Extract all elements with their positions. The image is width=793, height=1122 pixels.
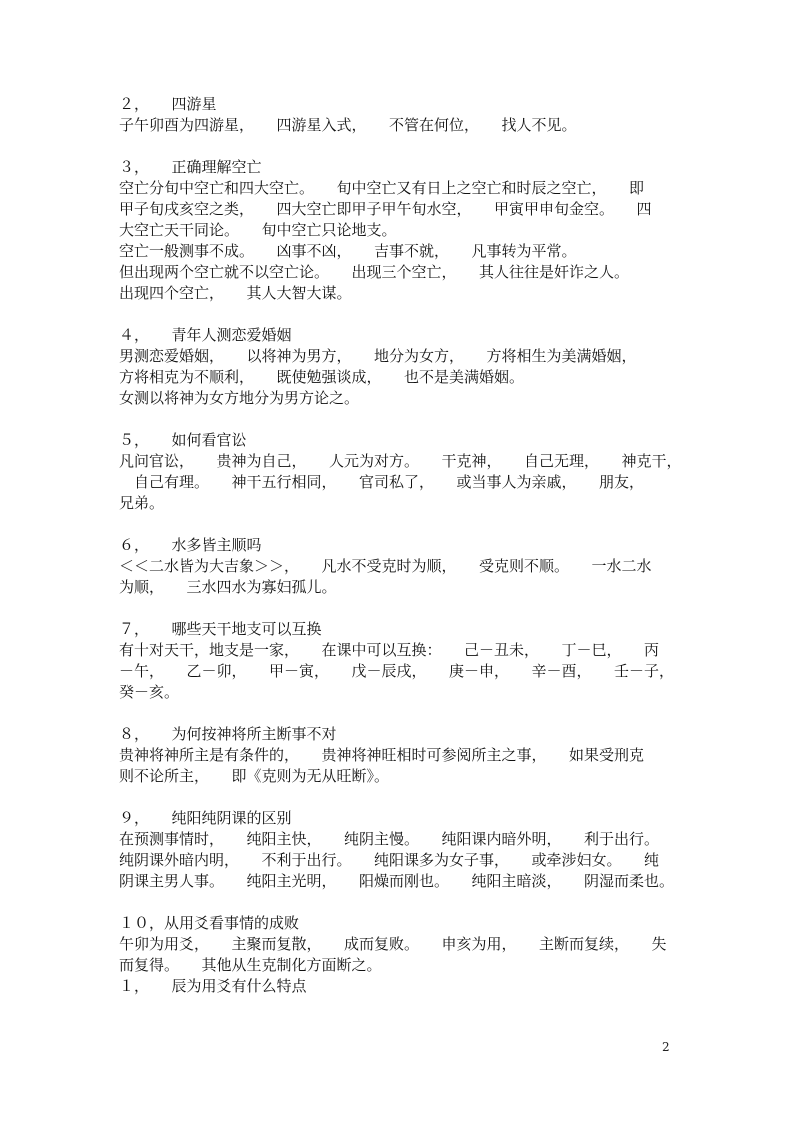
paragraph-line: 有十对天干，地支是一家， 在课中可以互换： 己－丑未， 丁－巳， 丙 <box>119 641 660 659</box>
section-heading: １， 辰为用爻有什么特点 <box>119 977 307 995</box>
section-stems-branches-swap <box>119 619 679 703</box>
section-void-emptiness <box>119 157 679 304</box>
paragraph-line: 癸－亥。 <box>119 683 180 701</box>
section-heading: １０，从用爻看事情的成败 <box>119 914 300 932</box>
paragraph-line: 而复得。 其他从生克制化方面断之。 <box>119 956 382 974</box>
section-heading: ８， 为何按神将所主断事不对 <box>119 725 337 743</box>
paragraph-line: 子午卯酉为四游星， 四游星入式， 不管在何位， 找人不见。 <box>119 116 577 134</box>
paragraph-line: 午卯为用爻， 主聚而复散， 成而复败。 申亥为用， 主断而复续， 失 <box>119 935 667 953</box>
paragraph-line: 为顺， 三水四水为寡妇孤儿。 <box>119 578 337 596</box>
section-use-line-success <box>119 913 679 976</box>
section-pure-yin-yang <box>119 808 679 892</box>
section-lawsuits <box>119 430 682 514</box>
document-body <box>119 94 682 997</box>
paragraph-line: 自己有理。 神干五行相同， 官司私了， 或当事人为亲戚， 朋友， <box>119 473 645 491</box>
paragraph-line: 大空亡天干同论。 旬中空亡只论地支。 <box>119 221 397 239</box>
section-heading: ７， 哪些天干地支可以互换 <box>119 620 322 638</box>
section-heading: ３， 正确理解空亡 <box>119 158 262 176</box>
section-heading: ９， 纯阳纯阴课的区别 <box>119 809 292 827</box>
section-youth-marriage <box>119 325 679 409</box>
paragraph-line: 空亡分旬中空亡和四大空亡。 旬中空亡又有日上之空亡和时辰之空亡， 即 <box>119 179 645 197</box>
paragraph-line: 男测恋爱婚姻， 以将神为男方， 地分为女方， 方将相生为美满婚姻， <box>119 347 637 365</box>
paragraph-line: 出现四个空亡， 其人大智大谋。 <box>119 284 352 302</box>
section-heading: ４， 青年人测恋爱婚姻 <box>119 326 292 344</box>
paragraph-line: ＜＜二水皆为大吉象＞＞， 凡水不受克时为顺， 受克则不顺。 一水二水 <box>119 557 652 575</box>
page-number: 2 <box>662 1040 670 1054</box>
paragraph-line: 在预测事情时， 纯阳主快， 纯阴主慢。 纯阳课内暗外明， 利于出行。 <box>119 830 660 848</box>
section-much-water <box>119 535 679 598</box>
paragraph-line: 方将相克为不顺利， 既使勉强谈成， 也不是美满婚姻。 <box>119 368 525 386</box>
paragraph-line: 女测以将神为女方地分为男方论之。 <box>119 389 360 407</box>
section-heading: ５， 如何看官讼 <box>119 431 247 449</box>
section-generals-judgement <box>119 724 679 787</box>
paragraph-line: 兄弟。 <box>119 494 165 512</box>
paragraph-line: 空亡一般测事不成。 凶事不凶， 吉事不就， 凡事转为平常。 <box>119 242 577 260</box>
paragraph-line: 阴课主男人事。 纯阳主光明， 阳燥而刚也。 纯阳主暗淡， 阴湿而柔也。 <box>119 872 675 890</box>
paragraph-line: 甲子旬戌亥空之类， 四大空亡即甲子甲午旬水空， 甲寅甲申旬金空。 四 <box>119 200 652 218</box>
section-heading: ６， 水多皆主顺吗 <box>119 536 262 554</box>
paragraph-line: 纯阴课外暗内明， 不利于出行。 纯阳课多为女子事， 或牵涉妇女。 纯 <box>119 851 660 869</box>
paragraph-line: －午， 乙－卯， 甲－寅， 戊－辰戌， 庚－申， 辛－酉， 壬－子， <box>119 662 675 680</box>
section-four-wandering-stars <box>119 94 679 136</box>
paragraph-line: 但出现两个空亡就不以空亡论。 出现三个空亡， 其人往往是奸诈之人。 <box>119 263 630 281</box>
paragraph-line: 贵神将神所主是有条件的， 贵神将神旺相时可参阅所主之事， 如果受刑克 <box>119 746 645 764</box>
paragraph-line: 凡问官讼， 贵神为自己， 人元为对方。 干克神， 自己无理， 神克干， <box>119 452 682 470</box>
section-heading: ２， 四游星 <box>119 95 217 113</box>
paragraph-line: 则不论所主， 即《克则为无从旺断》。 <box>119 767 390 785</box>
section-chen-use-line <box>119 976 679 997</box>
